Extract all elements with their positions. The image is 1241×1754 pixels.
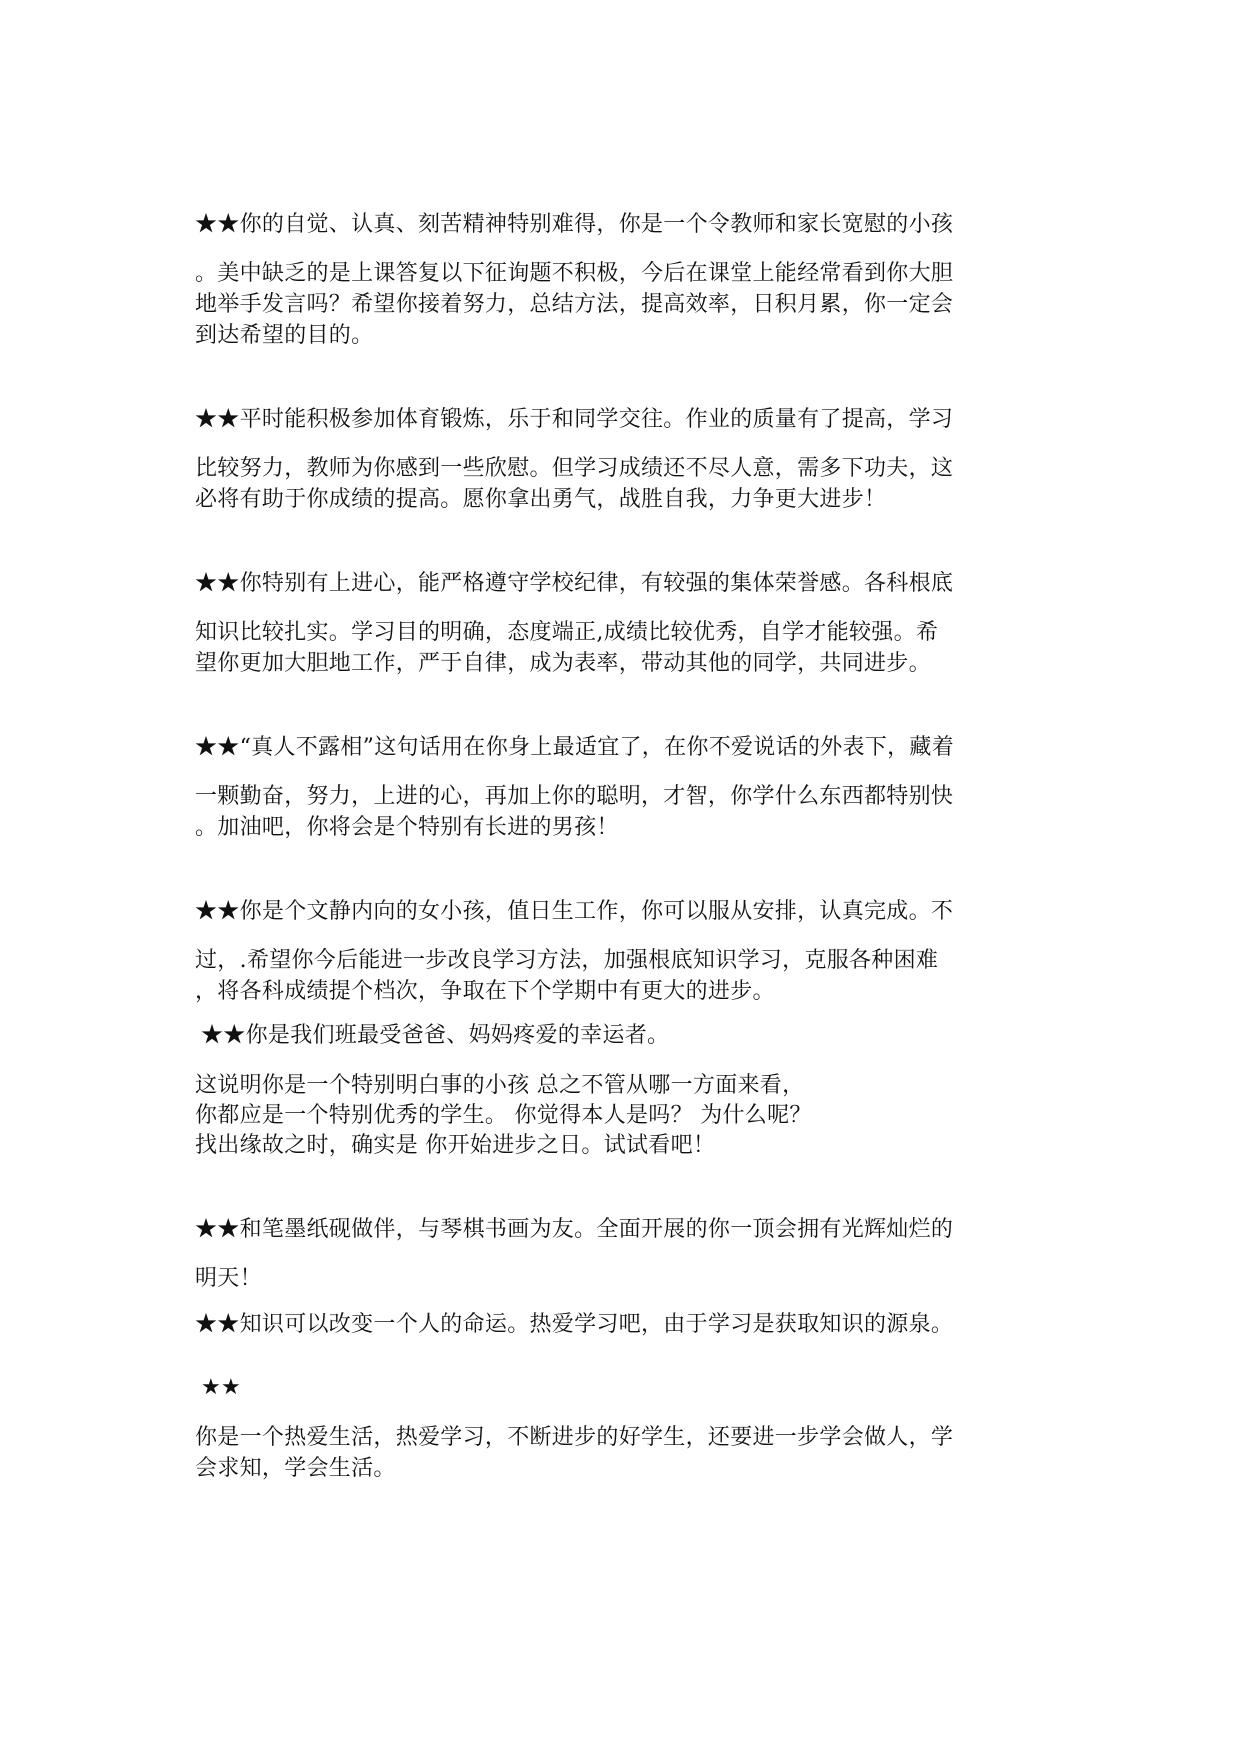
comment-3-line-2: 知识比较扎实。学习目的明确，态度端正,成绩比较优秀，自学才能较强。希	[195, 620, 939, 645]
comment-2-line-2: 比较努力，教师为你感到一些欣慰。但学习成绩还不尽人意，需多下功夫，这	[195, 456, 954, 481]
comment-4-line-3: 。加油吧，你将会是个特别有长进的男孩！	[195, 815, 619, 840]
comment-9-stars: ★★	[201, 1375, 242, 1400]
comment-3-line-3: 望你更加大胆地工作，严于自律，成为表率，带动其他的同学，共同进步。	[195, 651, 931, 676]
comment-7-line-2: 明天！	[195, 1266, 262, 1291]
comment-5-line-1: ★★你是个文静内向的女小孩，值日生工作，你可以服从安排，认真完成。不	[195, 899, 954, 924]
comment-6-line-2: 这说明你是一个特别明白事的小孩 总之不管从哪一方面来看，	[195, 1073, 805, 1098]
comment-5-line-3: ，将各科成绩提个档次，争取在下个学期中有更大的进步。	[195, 979, 775, 1004]
comment-7-line-1: ★★和笔墨纸砚做伴，与琴棋书画为友。全面开展的你一顶会拥有光辉灿烂的	[195, 1217, 954, 1242]
comment-1-line-2: 。美中缺乏的是上课答复以下征询题不积极，今后在课堂上能经常看到你大胆	[195, 261, 954, 286]
comment-4-line-1: ★★“真人不露相”这句话用在你身上最适宜了，在你不爱说话的外表下，藏着	[195, 735, 954, 760]
comment-9-line-2: 会求知，学会生活。	[195, 1456, 396, 1481]
comment-2-line-1: ★★平时能积极参加体育锻炼，乐于和同学交往。作业的质量有了提高，学习	[195, 407, 954, 432]
comment-6-line-3: 你都应是一个特别优秀的学生。 你觉得本人是吗？ 为什么呢？	[195, 1103, 812, 1128]
comment-2-line-3: 必将有助于你成绩的提高。愿你拿出勇气，战胜自我，力争更大进步！	[195, 487, 887, 512]
comment-4-line-2: 一颗勤奋，努力，上进的心，再加上你的聪明，才智，你学什么东西都特别快	[195, 784, 954, 809]
comment-3-line-1: ★★你特别有上进心，能严格遵守学校纪律，有较强的集体荣誉感。各科根底	[195, 571, 954, 596]
comment-6-line-4: 找出缘故之时，确实是 你开始进步之日。试试看吧！	[195, 1133, 716, 1158]
comment-9-line-1: 你是一个热爱生活，热爱学习，不断进步的好学生，还要进一步学会做人，学	[195, 1425, 954, 1450]
comment-1-line-3: 地举手发言吗？希望你接着努力，总结方法，提高效率，日积月累，你一定会	[195, 292, 954, 317]
comment-1-line-1: ★★你的自觉、认真、刻苦精神特别难得，你是一个令教师和家长宽慰的小孩	[195, 212, 954, 237]
comment-5-line-2: 过，.希望你今后能进一步改良学习方法，加强根底知识学习，克服各种困难	[195, 948, 939, 973]
comment-8-line-1: ★★知识可以改变一个人的命运。热爱学习吧，由于学习是获取知识的源泉。	[195, 1312, 954, 1337]
comment-6-line-1: ★★你是我们班最受爸爸、妈妈疼爱的幸运者。	[201, 1023, 670, 1048]
comment-1-line-4: 到达希望的目的。	[195, 323, 374, 348]
